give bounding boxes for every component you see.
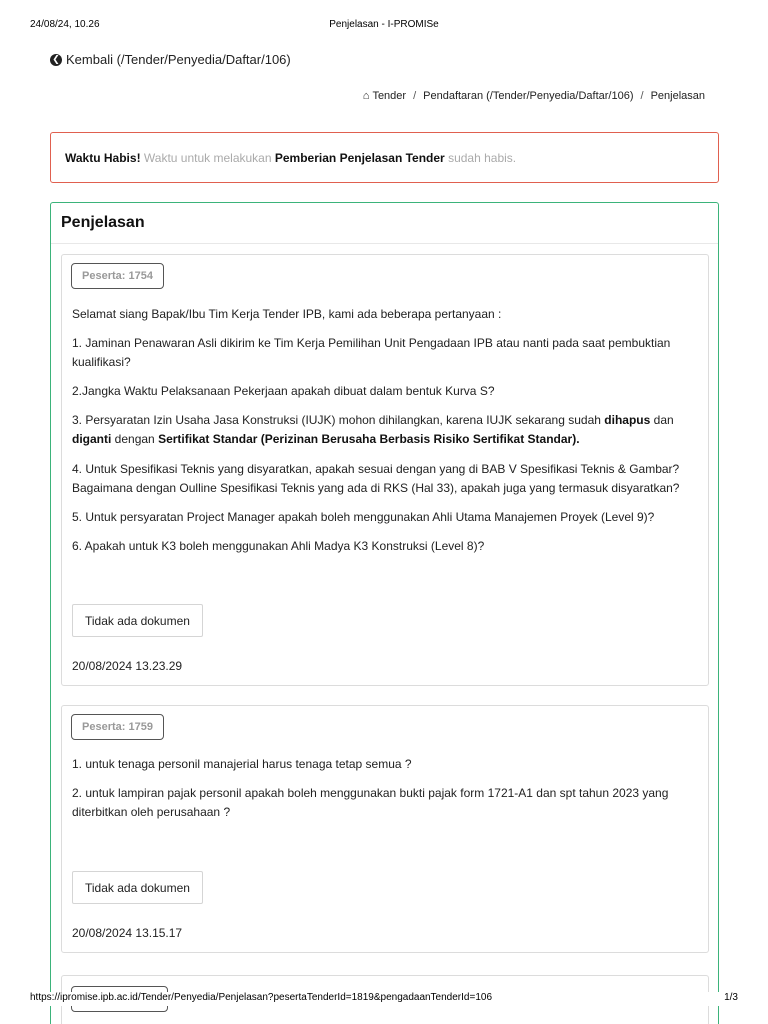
print-title: Penjelasan - I-PROMISe (329, 19, 439, 30)
question-text: 6. Apakah untuk K3 boleh menggunakan Ahli Madya K3 Konstruksi (Level 8)? (72, 539, 485, 553)
breadcrumb-home[interactable]: Tender (372, 90, 407, 102)
question-text: 1. untuk tenaga personil manajerial harus tenaga tetap semua ? (72, 757, 412, 771)
back-link-label: Kembali (/Tender/Penyedia/Daftar/106) (66, 52, 291, 67)
timestamp: 20/08/2024 13.15.17 (72, 926, 183, 940)
print-url: https://ipromise.ipb.ac.id/Tender/Penyedia/Penjelasan?pesertaTenderId=1819&pengadaanTenderId=106 (30, 992, 493, 1003)
question-card (61, 705, 709, 953)
breadcrumb (363, 90, 705, 102)
question-text: 4. Untuk Spesifikasi Teknis yang disyaratkan, apakah sesuai dengan yang di BAB V Spesifikasi Teknis & Gambar? Bagaimana dengan Oulline Spesifikasi Teknis yang ada di RKS (Hal 33), apakah juga yang termasuk disyaratkan? (72, 462, 680, 495)
panel-title: Penjelasan (61, 214, 145, 231)
print-page-number: 1/3 (724, 992, 738, 1003)
back-link[interactable] (50, 52, 291, 67)
time-expired-alert (50, 132, 719, 183)
alert-text-after: sudah habis. (448, 150, 517, 165)
breadcrumb-separator: / (640, 90, 644, 102)
question-text: 3. Persyaratan Izin Usaha Jasa Konstruksi (IUJK) mohon dihilangkan, karena IUJK sekarang sudah dihapus dan diganti dengan Sertifikat Standar (Perizinan Berusaha Berbasis Risiko Sertifikat Standar). (72, 413, 674, 446)
print-footer (0, 992, 768, 1006)
print-datetime: 24/08/24, 10.26 (30, 19, 100, 30)
document-button[interactable]: Tidak ada dokumen (72, 604, 203, 637)
question-text: 5. Untuk persyaratan Project Manager apakah boleh menggunakan Ahli Utama Manajemen Proyek (Level 9)? (72, 510, 655, 524)
question-text: 1. Jaminan Penawaran Asli dikirim ke Tim Kerja Pemilihan Unit Pengadaan IPB atau nanti pada saat pembuktian kualifikasi? (72, 336, 671, 369)
document-button[interactable]: Tidak ada dokumen (72, 871, 203, 904)
breadcrumb-current: Penjelasan (650, 90, 705, 102)
question-text: 2. untuk lampiran pajak personil apakah boleh menggunakan bukti pajak form 1721-A1 dan spt tahun 2023 yang diterbitkan oleh perusahaan ? (72, 786, 669, 819)
alert-text-before: Waktu untuk melakukan (143, 150, 272, 165)
panel-divider (51, 243, 718, 244)
alert-highlight: Pemberian Penjelasan Tender (274, 150, 445, 165)
breadcrumb-separator: / (413, 90, 417, 102)
home-icon: ⌂ (362, 90, 370, 102)
question-text: Selamat siang Bapak/Ibu Tim Kerja Tender IPB, kami ada beberapa pertanyaan : (72, 307, 502, 321)
timestamp: 20/08/2024 13.23.29 (72, 659, 183, 673)
penjelasan-panel (50, 202, 719, 1024)
peserta-badge: Peserta: 1759 (71, 714, 164, 740)
print-header (0, 19, 768, 33)
question-text: 2.Jangka Waktu Pelaksanaan Pekerjaan apakah dibuat dalam bentuk Kurva S? (72, 384, 495, 398)
alert-strong: Waktu Habis! (65, 150, 141, 165)
question-card (61, 254, 709, 686)
breadcrumb-pendaftaran[interactable]: Pendaftaran (/Tender/Penyedia/Daftar/106) (423, 90, 634, 102)
arrow-left-circle-icon: ❮ (50, 54, 62, 66)
peserta-badge: Peserta: 1754 (71, 263, 164, 289)
